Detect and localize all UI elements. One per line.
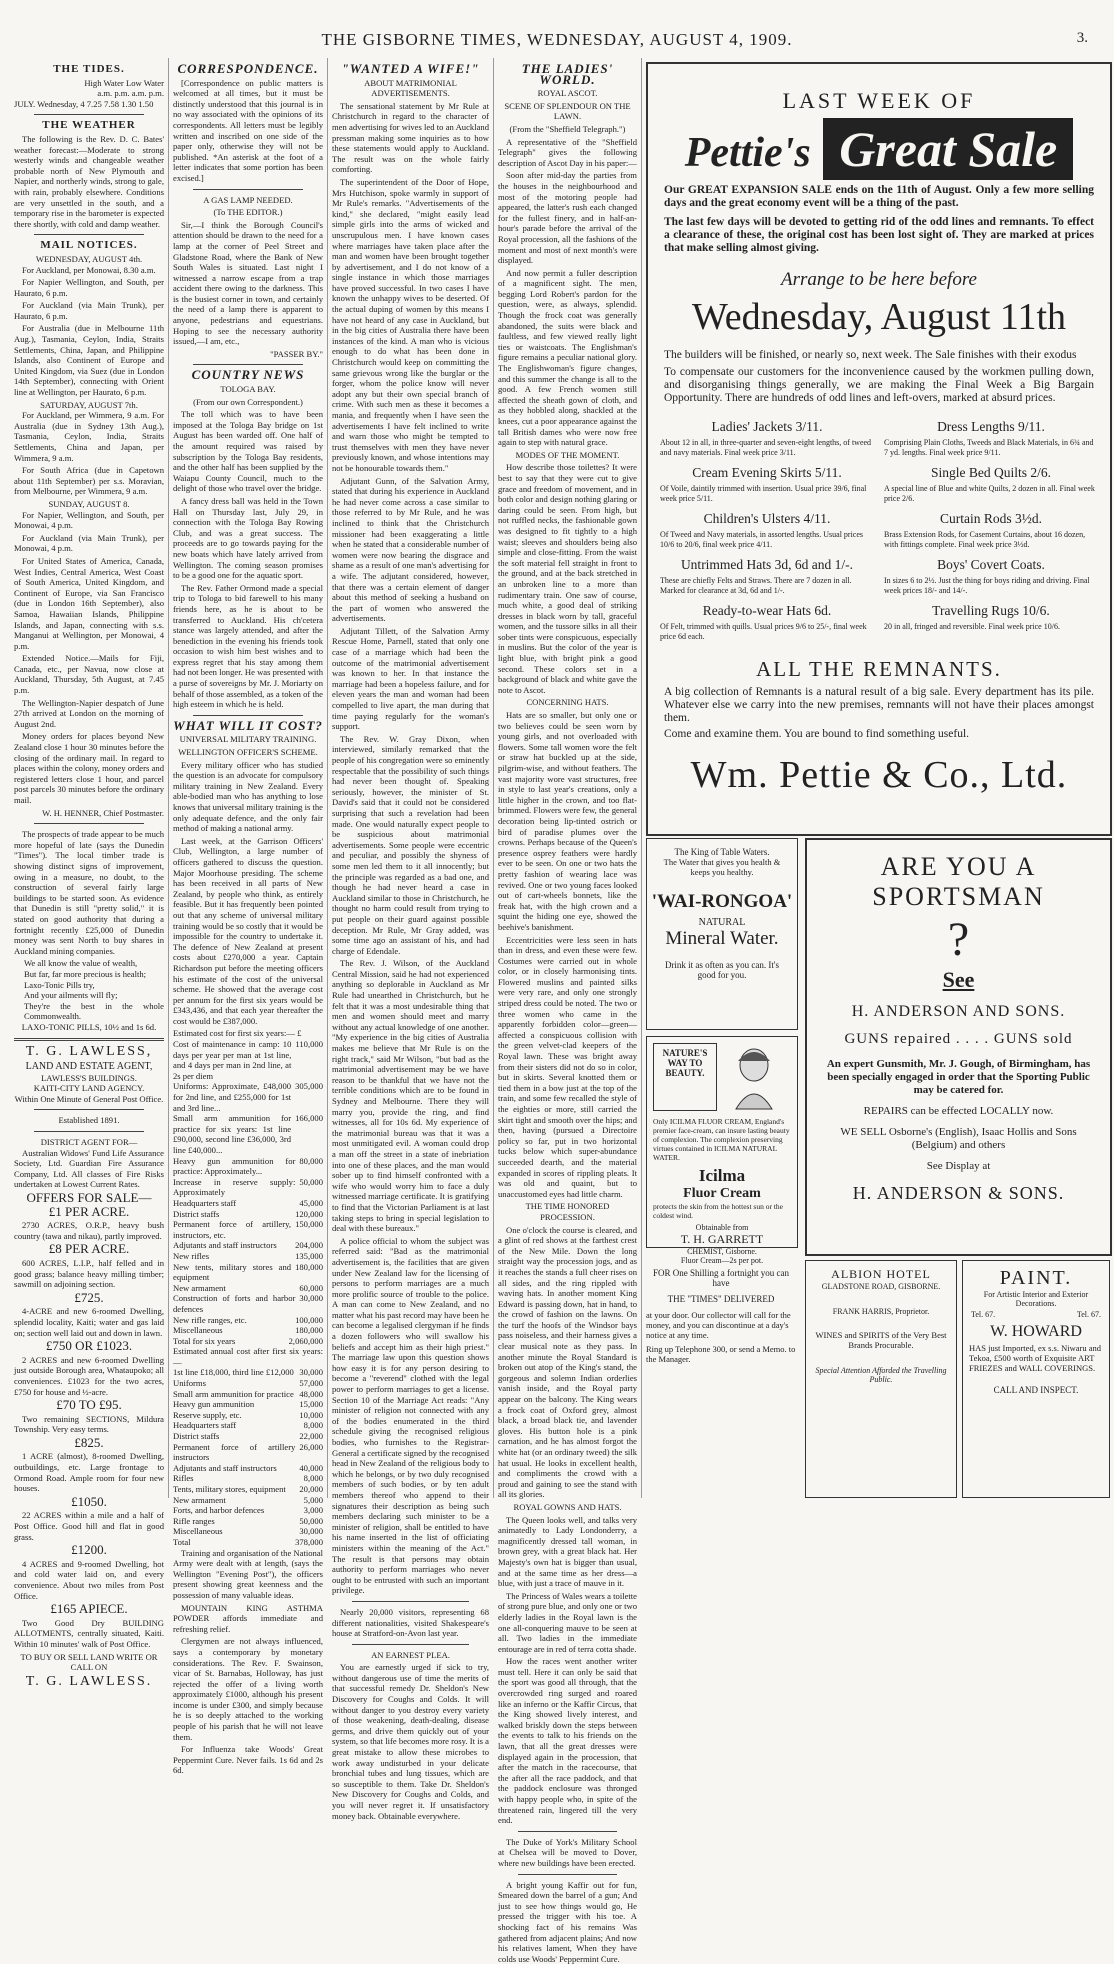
ad-line: The King of Table Waters. (674, 847, 770, 857)
article-text: A representative of the "Sheffield Telegraph" gives the following description of Ascot Day in his paper:— (498, 136, 637, 168)
poem-line: We all know the value of wealth, (24, 958, 138, 969)
cost-row: New tents, military stores and equipment 180,000 (173, 1261, 323, 1283)
mail-item: For United States of America, Canada, West Indies, Central America, West Coast of South America, United Kingdom, and Continent of Europe, via San Francisco (due in London 16th September), also Samoa, Hawaiian Islands, Philippine Islands, and Japan, connecting with s.s. Manganui at Wellington, per Monowai, 4 p.m. (14, 555, 164, 651)
sale-items-left (660, 411, 874, 641)
property-text: 2730 ACRES, O.R.P., heavy bush country (tawa and nikau), partly improved. (14, 1220, 164, 1241)
price-label: £1050. (71, 1493, 107, 1509)
sport-text: WE SELL Osborne's (English), Isaac Hollis and Sons (Belgium) and others (840, 1126, 1077, 1151)
property-text: 22 ACRES within a mile and a half of Post Office. Good hill and flat in good grass. (14, 1510, 164, 1542)
price-label: £70 TO £95. (56, 1397, 122, 1413)
correspondence-note: [Correspondence on public matters is welcomed at all times, but it must be distinctly understood that this journal is in no way associated with the opinions of its correspondents. All letters must be legibly written and inscribed on one side of the paper only, otherwise they will not be published. *An asterisk at the foot of a letter indicates that some portion has been excised.] (173, 77, 323, 183)
cost-row: Heavy gun ammunition for practice: Approximately... 80,000 (173, 1155, 323, 1177)
sportsman-ad (805, 838, 1112, 1256)
tides-row: a.m. p.m. a.m. p.m. (97, 88, 164, 99)
lawless-established: Established 1891. (58, 1115, 120, 1126)
sale-item-text: About 12 in all, in three-quarter and seven-eight lengths, of tweed and navy materials. Final week price 3/11. (660, 438, 872, 457)
article-text: One o'clock the course is cleared, and a glint of red shows at the farthest crest of the New Mile. Down the long straight way the procession jogs, and as it reaches the stands a full cheer rises on all sides, and the ring rippled with waving hats. In another moment King Edward is passing down, hat in hand, to the crowd of fashion on the lawns. On the turf the hoofs of the Windsor bays pass noiseless, and their harness gives a clear musical note as they pass. In another minute the Royal Standard is broken out atop of the King's stand, the gorgeous and solemn Indian orderlies vanish inside, and the Royal party appear on the balcony. The King wears a frock coat of Oxford grey, almost black, a broad black tie, and lavender gloves. His button hole is a pink carnation, and he has almost forgot the white hat (or an ordinary tweed) the silk hat usual. He looks in excellent health, and compliments the crowd with a proud and gaining to see the stand with all its glories. (498, 1224, 637, 1500)
lawless-line: KAITI-CITY LAND AGENCY. (33, 1083, 145, 1094)
lawless-line: Within One Minute of General Post Office. (14, 1093, 164, 1104)
cost-total: Total for six years 2,060,000 (173, 1335, 323, 1346)
what-cost-heading: WHAT WILL IT COST? (173, 717, 323, 733)
correspondent-note: (From our own Correspondent.) (193, 396, 303, 407)
ad-line: The Water that gives you health & keeps you healthy. (663, 857, 781, 877)
sale-item-text: These are chiefly Felts and Straws. There are 7 dozen in all. Marked for clearance at 3d, 6d and 1/-. (660, 576, 852, 595)
sale-item-title: Dress Lengths 9/11. (937, 419, 1045, 434)
military-text: Last week, at the Garrison Officers' Club, Wellington, a large number of officers gathered to discuss the question. Major Moorhouse presiding. The scheme has been received in all parts of New Zealand, by people who think, as entirely feasible. But it has frequently been pointed out that any scheme of universal military training would be so costly that it would be impossible for the country to undertake it. The defence of New Zealand at present costs about £270,000 a year. Captain Richardson put before the meeting officers his estimate of the cost of the universal scheme. He showed that the average cost per annum for the first six years would be £343,436, and that each year thereafter the cost would be £387,000. (173, 835, 323, 1026)
price-label: £1200. (71, 1542, 107, 1558)
article-text: The Queen looks well, and talks very animatedly to Lady Londonderry, a magnificently dressed tall woman, in brown grey, with a great black hat. Her Majesty's own hat is bigger than usual, and at the same time as her dress—a blue, with just a trace of mauve in it. (498, 1514, 637, 1589)
matrimonial-heading: ABOUT MATRIMONIAL ADVERTISEMENTS. (364, 77, 457, 99)
tolaga-heading: TOLOGA BAY. (220, 384, 276, 395)
article-text: The superintendent of the Door of Hope, Mrs Hutchison, spoke warmly in support of Mr Rule's remarks. "Advertisements of the kind," she declared, "might easily lead simple girls into the arms of wicked and unscrupulous men. I have known cases where marriages have taken place after the man and women have been brought together by advertisement, and I do not know of a single instance in which those marriages have proved successful. In two cases I have known the unhappy wives to be deserted. Of the actual duping of women by this means I have not heard of any case in Auckland, but in the big cities of Australia there have been instances of the kind. A man who is vicious enough to do what has been done in Christchurch would keep on committing the same grievous wrong like the burglar or the forger, whom the police know will never adopt any but their own special branch of crime. With such men as these it becomes a mania, and frequently when I have seen the advertisements I have felt inclined to write and warn those who might be tempted to trust themselves with men they have never previously known, and whose intentions may not be honourable towards them." (332, 176, 489, 473)
property-text: 4-ACRE and new 6-roomed Dwelling, splendid locality, Kaiti; water and gas laid on; section well laid out and down in lawn. (14, 1306, 164, 1338)
mail-item: For Auckland, per Wimmera, 9 a.m. For Australia (due in Sydney 13th Aug.), Tasmania, Ceylon, India, Straits Settlements, China and Japan, per Wimmera, 9 a.m. (14, 410, 164, 463)
military-text: Every military officer who has studied the question is an advocate for compulsory military training in New Zealand. Every able-bodied man who has anything to lose knows that universal military training is the only adequate defence, and the only fair method of making a national army. (173, 759, 323, 834)
sale-item-title: Boys' Covert Coats. (937, 557, 1045, 572)
pettie-sale-ad (646, 62, 1112, 836)
sale-item-title: Travelling Rugs 10/6. (932, 603, 1050, 618)
price-label: £725. (74, 1289, 104, 1305)
tolaga-text: The toll which was to have been imposed at the Tologa Bay bridge on 1st August has been warded off. One half of the amount required was raised by subscription by the Tologa Bay residents, and the other half has been supplied by the Waiapu County Council, much to the delight of those who travel over the bridge. (173, 409, 323, 494)
ladies-world-heading: THE LADIES' WORLD. (521, 61, 614, 87)
ad-line: Special Attention Afforded the Travelling Public. (815, 1366, 947, 1384)
cost-row: Miscellaneous 30,000 (173, 1526, 323, 1537)
procession-heading: THE TIME HONORED PROCESSION. (525, 1201, 610, 1222)
poem-line: LAXO-TONIC PILLS, 10½ and 1s 6d. (21, 1021, 157, 1032)
poem-line: Laxo-Tonic Pills try, (24, 979, 95, 990)
sale-item-text: 20 in all, fringed and reversible. Final week price 10/6. (884, 622, 1060, 631)
weather-text: The following is the Rev. D. C. Bates' weather forecast:—Moderate to strong westerly winds and changeable weather probable north of New Plymouth and Napier, and northerly winds, strong to gale, with rain, probably elsewhere. Conditions are very unsettled in the south, and a temporary rise in the barometer is expected there shortly, with cold and damp weather. (14, 133, 164, 229)
sport-text: An expert Gunsmith, Mr. J. Gough, of Birmingham, has been specially engaged in order that the Sporting Public may be catered for. (826, 1058, 1091, 1096)
cost-row: New rifle ranges, etc. 100,000 (173, 1314, 323, 1325)
icilma-text: Only ICILMA FLUOR CREAM, England's premier face-cream, can insure lasting beauty of complexion. The complexion preserving virtues contained in ICILMA NATURAL WATER. (653, 1117, 790, 1162)
ad-line: Obtainable from (695, 1223, 749, 1232)
ad-line: Fluor Cream—2s per pot. (680, 1256, 764, 1265)
article-text: Adjutant Tillett, of the Salvation Army Rescue Home, Parnell, stated that only one case of a marriage which had been the outcome of the matrimonial advertisement was known to her. In that instance the marriage had been a hopeless failure, and for eleven years the man and woman had been compelled to live apart, the man during that time paying regularly for the woman's support. (332, 625, 489, 732)
property-text: 600 ACRES, L.I.P., half felled and in good grass; balance heavy milling timber; sawmill on adjoining section. (14, 1257, 164, 1290)
poem-line: And your ailments will fly; (24, 990, 118, 1001)
column-1 (14, 60, 164, 1689)
ad-line: Ring up Telephone 300, or send a Memo. to the Manager. (646, 1344, 796, 1364)
property-text: 4 ACRES and 9-roomed Dwelling, hot and cold water laid on, and every convenience. About two miles from Post Office. (14, 1558, 164, 1601)
article-text: A police official to whom the subject was referred said: "Bad as the matrimonial advertisement is, the facilities that are given under New Zealand law for the licensing of persons to perform marriages are a much more prolific source of trouble to the police. A man can come to New Zealand, and no matter what his past record may have been he can become a legalised clergyman if he finds a dozen followers who will swallow his beliefs and accept him as their high priest." The marriage law upon this question shows how easy it is for any person desiring to become a "reverend" clothed with the legal power to perform marriages to get a license. Section 10 of the Marriage Act reads: "Any minister of religion not connected with any of the bodies enumerated in the third schedule giving the recognised religious bodies, who furnishes to the Registrar-General a certificate signed by the recognised head in New Zealand of the religious body to which he belongs, or by two duly recognised members of such bodies, or by ten adult members thereof who append to their signatures their description as being such members declaring such minister to be a minister of religion, shall be entitled to have his name inserted in the list of officiating ministers within the meaning of the Act." The result is that persons may obtain authority to perform marriages who never ought to be entrusted with such an important privilege. (332, 1235, 490, 1596)
sale-text: A big collection of Remnants is a natural result of a big sale. Every department has its pile. Whatever else we carry into the new premises, remnants will not have their places amongst them. (664, 686, 1094, 724)
icilma-text: protects the skin from the hottest sun or the coldest wind. (653, 1202, 783, 1220)
cost-row: Adjutants and staff instructors 204,000 (173, 1240, 323, 1251)
influenza-ad: For Influenza take Woods' Great Peppermint Cure. Never fails. 1s 6d and 2s 6d. (173, 1744, 323, 1776)
article-text: Adjutant Gunn, of the Salvation Army, stated that during his experience in Auckland he had never come across a case similar to those referred to by Mr Rule, and he was inclined to think that the Christchurch missioner had been exaggerating a little when he stated that a considerable number of women were now bearing the disgrace and shame as a result of one man's advertising for a wife. The adjutant considered, however, that there was a certain element of danger about this method of seeking a husband on the part of women who answered the advertisements. (332, 475, 489, 624)
correspondence-heading: CORRESPONDENCE. (177, 61, 319, 76)
icilma-ad (646, 1036, 798, 1265)
last-week-heading: LAST WEEK OF (782, 88, 976, 113)
wanted-wife-heading: "WANTED A WIFE!" (341, 61, 480, 76)
cost-row: Forts, and harbor defences 3,000 (173, 1505, 323, 1516)
sale-item-title: Curtain Rods 3½d. (939, 511, 1042, 526)
ad-line: FRANK HARRIS, Proprietor. (832, 1307, 930, 1316)
cost-table-heading: Estimated annual cost after first six years:— (173, 1346, 323, 1367)
cost-row: District staffs 22,000 (173, 1431, 323, 1442)
mail-item: For Australia (due in Melbourne 11th Aug.), Tasmania, Ceylon, India, Straits Settlements, China, Japan, and Philippine Islands, also Continent of Europe and United Kingdom, via Suez (due in London 14th September), connecting with Orient line at Wellington, per Haurato, 6 p.m. (14, 323, 164, 398)
cost-row: Headquarters staff 8,000 (173, 1420, 323, 1431)
lawless-cta: TO BUY OR SELL LAND WRITE OR CALL ON (20, 1651, 158, 1673)
mail-item: Extended Notice.—Mails for Fiji, Canada, etc., per Navua, now close at Auckland, Thursday, 5th August, at 7.45 p.m. (14, 653, 164, 696)
price-label: £8 PER ACRE. (48, 1241, 130, 1257)
mail-item: Money orders for places beyond New Zealand close 1 hour 30 minutes before the closing of the ordinary mail. In regard to places within the colony, money orders and registered letters close 1 hour, and parcel post parcels 30 minutes before the ordinary mail. (14, 731, 164, 805)
ad-line: Mineral Water. (665, 928, 779, 949)
sale-text: The builders will be finished, or nearly so, next week. The Sale finishes with their exodus (664, 349, 1077, 361)
article-text: How describe those toilettes? It were best to say that they were cut to give grace and freedom of movement, and in both color and design nothing glaring or daring could be seen. From high, but not ruffled necks, the fashionable gown was designed to fit tightly to a high waist; sleeves and shoulders being also simple and close-fitting. From the waist the soft material fell straight in front to the ground, and at the back stretched in an unbroken line to a more than rudimentary train. One saw of course, much white, a good deal of striking dresses in black worn by tall, graceful women, and the tussore silks in all their sober tints were conspicuous, especially in muslins. But the color of the year is light blue, with bright pink a good second. These colors set in a background of black and white gave the note to Ascot. (498, 462, 637, 695)
sale-item-title: Single Bed Quilts 2/6. (930, 465, 1051, 480)
sale-item-text: Brass Extension Rods, for Casement Curtains, about 16 dozen, with fittings complete. Final week price 3½d. (884, 530, 1086, 549)
anderson-name: H. ANDERSON & SONS. (852, 1183, 1065, 1203)
country-news-heading: COUNTRY NEWS (191, 367, 305, 383)
tides-heading: THE TIDES. (53, 63, 125, 75)
sport-text: REPAIRS can be effected LOCALLY now. (863, 1105, 1054, 1117)
paint-ad (962, 1260, 1110, 1498)
mail-date: WEDNESDAY, AUGUST 4th. (35, 253, 143, 264)
chemist-name: T. H. GARRETT (680, 1232, 764, 1246)
mail-date: SUNDAY, AUGUST 8. (48, 498, 130, 509)
masthead-title: THE GISBORNE TIMES, WEDNESDAY, AUGUST 4, 1909. (321, 30, 793, 49)
cost-row: District staffs 120,000 (173, 1208, 323, 1219)
mail-item: For Napier, Wellington, and South, per Monowai, 4 p.m. (14, 509, 164, 531)
column-rule (327, 58, 328, 1498)
poem-line: But far, far more precious is health; (24, 968, 147, 979)
price-label: £825. (74, 1434, 104, 1450)
sale-item-title: Untrimmed Hats 3d, 6d and 1/-. (680, 557, 854, 572)
article-text: The sensational statement by Mr Rule at Christchurch in regard to the character of men advertising for wives led to an Auckland pressman making some inquiries as to how these statements would apply to Auckland. The result was on the whole fairly comforting. (332, 100, 489, 175)
sale-text: Our GREAT EXPANSION SALE ends on the 11th of August. Only a few more selling days and the great economy event will be a thing of the past. (664, 184, 1094, 209)
column-3 (332, 60, 490, 1821)
mail-item: For Auckland (via Main Trunk), per Haurato, 6 p.m. (14, 300, 164, 321)
cost-row: Permanent force of artillery instructors 26,000 (173, 1441, 323, 1463)
dunedin-article: The prospects of trade appear to be much more hopeful of late (says the Dunedin "Times"). The local timber trade is showing distinct signs of improvement, owing in a measure, no doubt, to the construction of several fairly large buildings to be started soon. As evidence that Dunedin is still "pretty solid," it is stated on good authority that during a fortnight recently £25,000 of Dunedin money was sent North to buy shares in Auckland mining companies. (14, 829, 164, 956)
cost-table (173, 1039, 323, 1336)
see-heading: See (942, 967, 975, 992)
howard-name: W. HOWARD (990, 1323, 1082, 1340)
source-note: (From the "Sheffield Telegraph.") (509, 123, 626, 134)
cost-row: Heavy gun ammunition 15,000 (173, 1399, 323, 1410)
offers-heading: OFFERS FOR SALE— (26, 1190, 152, 1205)
cost-table (173, 1367, 323, 1537)
property-text: 1 ACRE (almost), 8-roomed Dwelling, outbuildings, etc. Large frontage to Ormond Road. Ample room for four new houses. (14, 1451, 164, 1494)
cost-row: 1st line £18,000, third line £12,000 30,000 (173, 1367, 323, 1378)
cost-total: Total 378,000 (173, 1536, 323, 1547)
asthma-ad: MOUNTAIN KING ASTHMA POWDER affords immediate and refreshing relief. (173, 1602, 323, 1634)
ad-line: HAS just Imported, ex s.s. Niwaru and Tekoa, £500 worth of Exquisite ART FRIEZES and WALL COVERINGS. (969, 1343, 1101, 1373)
weather-heading: THE WEATHER (42, 119, 136, 132)
tolaga-text: The Rev. Father Ormond made a special trip to Tologa to bid farewell to his many friends here, as he is about to be transferred to Auckland. His ch'cetera stance was largely attended, and after the benediction in the evening his friends took occasion to wish him best wishes and to express regret that his stay among them had not been longer. He was presented with a purse of sovereigns by Mr. J. Moriarty on behalf of those assembled, as a token of the high esteem in which he is held. (173, 582, 323, 710)
mail-item: For South Africa (due in Capetown about 11th September) per s.s. Moravian, from Melbourne, per Wimmera, 9 a.m. (14, 465, 164, 497)
column-rule (168, 58, 169, 1498)
sale-item-text: A special line of Blue and white Quilts, 2 dozen in all. Final week price 2/6. (884, 484, 1095, 503)
sale-item-text: Of Felt, trimmed with quills. Usual prices 9/6 to 25/-, final week price 6d each. (660, 622, 867, 641)
gas-lamp-to: (To THE EDITOR.) (213, 207, 283, 218)
sale-item-title: Ladies' Jackets 3/11. (711, 419, 823, 434)
gas-lamp-heading: A GAS LAMP NEEDED. (203, 194, 293, 205)
lawless-agent: DISTRICT AGENT FOR— (40, 1137, 138, 1148)
price-label: £165 APIECE. (50, 1601, 128, 1617)
price-label: £1 PER ACRE. (48, 1203, 130, 1219)
albion-heading: ALBION HOTEL (831, 1267, 931, 1281)
ad-line: NATURAL (698, 917, 746, 928)
lawless-agent-text: Australian Widows' Fund Life Assurance Society, Ltd. Guardian Fire Assurance Company, Ltd. All classes of Fire Risks undertaken at Lowest Current Rates. (14, 1147, 164, 1190)
gowns-heading: ROYAL GOWNS AND HATS. (513, 1501, 622, 1512)
cost-row: Construction of forts and harbor defences 30,000 (173, 1293, 323, 1314)
times-delivery-ad (646, 1260, 796, 1500)
property-text: 2 ACRES and new 6-roomed Dwelling just outside Borough area, Whataupoko; all conveniences. £1023 for the two acres, £750 for house and ½-acre. (14, 1354, 164, 1397)
modes-heading: MODES OF THE MOMENT. (515, 449, 620, 460)
property-text: Two remaining SECTIONS, Mildura Township. Very easy terms. (14, 1413, 164, 1435)
lawless-line: LAWLESS'S BUILDINGS. (41, 1072, 137, 1083)
cost-row: Adjutants and staff instructors 40,000 (173, 1462, 323, 1473)
sale-text: Come and examine them. You are bound to find something useful. (664, 728, 970, 740)
hats-heading: CONCERNING HATS. (526, 697, 609, 708)
portrait-image (717, 1043, 791, 1111)
remnants-heading: ALL THE REMNANTS. (756, 657, 1002, 681)
sale-items (648, 405, 1110, 647)
military-text: Training and organisation of the National Army were dealt with at length, (says the Wellington "Evening Post"), the officers present showing great keenness and the possession of many valuable ideas. (173, 1547, 324, 1600)
lawless-subheading: LAND AND ESTATE AGENT, (25, 1061, 153, 1073)
cost-row: Reserve supply, etc. 10,000 (173, 1409, 323, 1420)
property-text: Two Good Dry BUILDING ALLOTMENTS, centrally situated, Kaiti. Within 10 minutes' walk of Post Office. (14, 1617, 164, 1649)
article-text: Soon after mid-day the parties from the houses in the neighbourhood and most of the motoring people had appeared, the latter's rush each changed for the fullest finery, and in half-an-hour's parade before the arrival of the Royal procession, all the fashions of the moment and most of next month's were displayed. (498, 170, 637, 266)
ad-line: CHEMIST, Gisborne. (687, 1247, 757, 1256)
scheme-heading: WELLINGTON OFFICER'S SCHEME. (178, 747, 318, 758)
price-label: £750 OR £1023. (45, 1338, 133, 1354)
article-text: The Princess of Wales wears a toilette of strong pure blue, and only one or two elderly ladies in the Royal lawn is the one all-conquering mauve to be seen at all. Two ladies in the immediate entourage are in red of terra cotta shade. (498, 1590, 637, 1654)
sale-text: The last few days will be devoted to getting rid of the odd lines and remnants. To effect a clearance of these, the original cost has been lost sight of. They are marked at prices that make selling almost giving. (664, 216, 1094, 254)
ad-line: WINES and SPIRITS of the Very Best Brands Procurable. (815, 1330, 947, 1350)
wai-rongoa-name: 'WAI-RONGOA' (651, 891, 793, 912)
sale-item-text: Of Tweed and Navy materials, in assorted lengths. Usual prices 10/6 to 20/6, final week price 4/11. (660, 530, 864, 549)
cost-row: Uniforms 57,000 (173, 1378, 323, 1389)
shakespeare-text: Nearly 20,000 visitors, representing 68 different nationalities, visited Shakespeare's house at Stratford-on-Avon last year. (332, 1606, 489, 1639)
mail-item: For Napier Wellington, and South, per Haurato, 6 p.m. (14, 277, 164, 298)
ad-line: Drink it as often as you can. It's good for you. (664, 960, 780, 980)
anderson-name: H. ANDERSON AND SONS. (851, 1003, 1066, 1020)
cost-row: New rifles 135,000 (173, 1250, 323, 1261)
cost-row: Increase in reserve supply: Approximately 50,000 (173, 1176, 323, 1198)
article-text: The Duke of York's Military School at Chelsea will be moved to Dover, where new buildings have been erected. (498, 1836, 637, 1868)
sale-item-title: Cream Evening Skirts 5/11. (692, 465, 842, 480)
ad-line: CALL AND INSPECT. (993, 1385, 1079, 1395)
masthead (0, 30, 1114, 52)
ascot-heading: ROYAL ASCOT. (537, 88, 598, 99)
article-text: Eccentricities were less seen in hats than in dress, and even these were few. Costumes were carried out in whole color, or in closely harmonising tints. Flowered muslins and painted silks were very rare, and only one strongly striped dress could be noted. The two or three women who came in the apparently forbidden color—green—affected a conspicuous collision with the green velvet-clad keepers of the Royal lawn. These was bright away from their sisters did not do so in color, but in skirts. Several knotted them or tied them in a bow just at the top of the train, and some few recalled the style of the eighties or more, still carried the skirt tight and smooth over the hips; and then, having (pursued a Directoire policy so far, put in two horizontal tucks below which super-abundance succeeded dearth, and the material expanded in scores of rippling pleats. It was old and quaint, but to unaccustomed eyes had little charm. (498, 934, 637, 1199)
page-number: 3. (1076, 30, 1088, 46)
cost-row: Uniforms: Approximate, £48,000 for 2nd line, and £255,000 for 1st and 3rd line... 305,000 (173, 1081, 323, 1113)
article-text: And now permit a fuller description of a magnificent sight. The men, begging Lord Robert's pardon for the question, were, as always, splendid. Though the frock coat was generally abandoned, the suits were black and faultless, and few viewed really light ties or waistcoats. The Englishman's figure remains a peculiar national glory. The Englishwoman's figure changes, and this summer the change is all to the good. A few French women still affected the sheath gown of cloth, and as they hobbled along, shackled at the knees, cut a poor appearance against the tall British dames who were now free again to step with natural grace. (498, 267, 637, 448)
icilma-product: Fluor Cream (683, 1186, 761, 1201)
sportsman-heading: ARE YOU A SPORTSMAN (872, 852, 1045, 911)
cost-row: Tents, military stores, equipment 20,000 (173, 1484, 323, 1494)
poem-line: They're the best in the whole Commonwealth. (24, 1000, 164, 1022)
column-4 (498, 60, 637, 1964)
great-sale-heading: Pettie's Great Sale (648, 118, 1110, 180)
sport-text: See Display at (926, 1160, 991, 1172)
article-text: The Rev. W. Gray Dixon, when interviewed, similarly remarked that the people of his congregation were so eminently respectable that the possibility of such things had never been thought of. Speaking seriously, however, the minister of St. David's said that it could not be considered surprising that such a revelation had been made. One would naturally expect people to be suspicious about matrimonial advertisements. Some people were eccentric and peculiar, and possibly the shyness of some men led them to it all innocently; but the principle was regarded as a bad one, and though he had never heard a case in Auckland similar to those in Christchurch, he thought no harm could result from trying to put people on their guard against possible deception. Mr Rule, Mr Gray added, was some time ago an assistant of his, and had charge of Edendale. (332, 733, 489, 956)
pettie-firm-name: Wm. Pettie & Co., Ltd. (690, 754, 1068, 796)
mail-item: The Wellington-Napier despatch of June 27th arrived at London on the morning of August 2nd. (14, 697, 164, 729)
mail-item: For Auckland (via Main Trunk), per Monowai, 4 p.m. (14, 532, 164, 554)
column-rule (493, 58, 494, 1498)
cost-table-heading: Estimated cost for first six years:— £ (173, 1028, 302, 1039)
article-text: Hats are so smaller, but only one or two believes could be seen worn by young girls, and not overloaded with flowers. Some tall women wore the felt or straw hat buckled up at the side, pilgrim-wise, and without feathers. The vast majority wore vast structures, free in style to last year's creations, only a little higher in the crown, and too flat-brimmed. Flowers were few, the general decoration being lip-tinted ostrich or bird of paradise plumes over the crowns. Perhaps because of the Queen's presence osprey feathers were hardly ever to be seen. On one or two hats the pretty fashion of wearing lace was revived. One or two young faces looked out of cart-wheels bonnets, like the freak hat, with the high crown and a squint the hiding one eye, showed the beehive's banishment. (498, 710, 637, 932)
lawless-footer: T. G. LAWLESS. (25, 1673, 153, 1689)
scene-heading: SCENE OF SPLENDOUR ON THE LAWN. (504, 100, 631, 122)
sale-text: To compensate our customers for the inconvenience caused by the workmen pulling down, and disorganising things generally, we are making the Final Week a Big Bargain Opportunity. There are hundreds of odd lines and left-overs, marked at absurd prices. (664, 366, 1094, 404)
mail-date: SATURDAY, AUGUST 7th. (40, 399, 138, 410)
article-text: How the races went another writer must tell. Here it can only be said that the sport was good all through, that the overcrowded ring surged and roared like an inferno or the Kaffir Circus, that the King showed lively interest, and walked briskly down the steps between the events to talk to his friends on the lawn, that all the great dresses were displayed again in the procession, that after the match in the racecourse, that the after all the race paddock, and that the paddock enclosure was thronged with happy people who, in spite of the threatened rain, lingered till the very end. (498, 1656, 637, 1826)
nature-box: NATURE'S WAY TO BEAUTY. (653, 1043, 717, 1111)
mail-signature: W. H. HENNER, Chief Postmaster. (42, 807, 164, 818)
article-text: The Rev. J. Wilson, of the Auckland Central Mission, said he had not experienced anything so deplorable in Auckland as Mr Rule had unearthed in Christchurch, but he felt that it was a most undesirable thing that men and women should meet and marry without any actual knowledge of one another. "My experience in the big cities of Australia makes me believe that Mr Rule is on the right track," said Mr Wilson, "but bad as the matrimonial advertisement may be we have reason to be thankful that we have not the terrible conditions which are to be found in Sydney and Melbourne. There they will marry you, provide the ring, and find witnesses, all for 10s 6d. My experience of the matrimonial bureau was that it was a most unmitigated evil. A woman could drop a man off the street in a state of inebriation into one of these places, and the man would sober up to find himself confronted with a wife who would worry him to face a duly witnessed marriage certificate. It is gratifying to find that the Victorian Parliament is at last taking steps to bring in special legislation to deal with these bureaux." (332, 958, 489, 1234)
cost-row: Rifles 8,000 (173, 1473, 323, 1484)
ad-line: For Artistic Interior and Exterior Decorations. (983, 1290, 1089, 1308)
mail-item: For Auckland, per Monowai, 8.30 a.m. (22, 264, 156, 275)
tides-row: JULY. Wednesday, 4 7.25 7.58 1.30 1.50 (14, 98, 154, 109)
gas-lamp-text: Sir,—I think the Borough Council's attention should be drawn to the need for a lamp at the corner of Peel Street and Gladstone Road, where the Bank of New South Wales is situated. Last night I witnessed a narrow escape from a trap accident there owing to the darkness. This is the busiest corner in town, and certainly the need of a lamp there is apparent to anyone, pedestrians and equestrians. Hoping to see the necessary authority issued,—I am, etc., (173, 219, 323, 347)
cost-row: Miscellaneous 180,000 (173, 1325, 323, 1336)
guns-line: GUNS repaired . . . . GUNS sold (844, 1031, 1073, 1047)
question-mark: ? (947, 913, 970, 966)
sale-items-right (884, 411, 1098, 641)
column-2 (173, 60, 324, 1776)
sale-item-text: In sizes 6 to 2½. Just the thing for boys riding and driving. Final week prices 18/- and 14/-. (884, 576, 1090, 595)
cost-row: Small arm ammunition for practice 48,000 (173, 1388, 323, 1399)
plea-heading: AN EARNEST PLEA. (371, 1649, 450, 1660)
cost-row: Small arm ammunition for practice for six years: 1st line £90,000, second line £36,000, 3rd line £40,000... 166,000 (173, 1113, 323, 1155)
column-rule (641, 58, 642, 1498)
tolaga-text: A fancy dress ball was held in the Town Hall on Thursday last, July 29, in connection with the Tologa Bay Rowing Club, and was a great success. The proceeds are to go towards paying for the new boats which have lately arrived from Wellington. The coming season promises to be a good one for the aquatic sport. (173, 495, 323, 581)
phone-row: Tel. 67. Tel. 67. (971, 1310, 1101, 1319)
article-text: A bright young Kaffir out for fun, Smeared down the barrel of a gun; And just to see how things would go, He pressed the trigger with his toe. A shocking fact of his remains Was gathered from adjacent plains; And now his relatives lament, When they have colds use Woods' Peppermint Cure. (498, 1879, 637, 1964)
paint-heading: PAINT. (999, 1267, 1073, 1289)
mail-heading: MAIL NOTICES. (40, 239, 138, 252)
plea-text: You are earnestly urged if sick to try, without dangerous use of time the merits of that successful remedy Dr. Sheldon's New Discovery for Coughs and Colds. It will without danger to you destroy every variety of those weakening, death-dealing, disease germs, and drive them quickly out of your system, so that life becomes more rosy. It is a great mistake to allow these microbes to work away undisturbed in your delicate bronchial tubes and lung tissues, which are so susceptible to them. Take Dr. Sheldon's New Discovery for Coughs and Colds, and you will never regret it. If unsatisfactory money back. Obtainable everywhere. (332, 1662, 489, 1821)
sale-item-title: Children's Ulsters 4/11. (703, 511, 831, 526)
military-heading: UNIVERSAL MILITARY TRAINING. (179, 734, 317, 745)
icilma-name: Icilma (698, 1166, 746, 1185)
tides-row: High Water Low Water (84, 77, 164, 88)
cost-row: New armament 60,000 (173, 1282, 323, 1293)
ad-line: GLADSTONE ROAD, GISBORNE. (821, 1282, 941, 1291)
cost-row: Headquarters staff 45,000 (173, 1197, 323, 1208)
sale-item-title: Ready-to-wear Hats 6d. (702, 603, 832, 618)
albion-hotel-ad (805, 1260, 957, 1498)
gas-lamp-signature: "PASSER BY." (270, 348, 323, 359)
cost-row: Rifle ranges 50,000 (173, 1515, 323, 1526)
lawless-heading: T. G. LAWLESS, (25, 1044, 153, 1060)
sale-item-text: Of Voile, daintily trimmed with insertion. Usual price 39/6, final week price 5/11. (660, 484, 867, 503)
ad-line: FOR One Shilling a fortnight you can have (653, 1268, 789, 1288)
sale-item-text: Comprising Plain Cloths, Tweeds and Black Materials, in 6¾ and 7 yd. lengths. Final week price 9/11. (884, 438, 1094, 457)
cost-row: Cost of maintenance in camp: 10 days per year per man at 1st line, and 4 days per man in 2nd line, at 2s per diem 110,000 (173, 1039, 323, 1081)
wai-rongoa-ad (646, 838, 798, 1030)
cost-row: Permanent force of artillery, instructors, etc. 150,000 (173, 1219, 323, 1240)
arrange-heading: Arrange to be here before (781, 269, 977, 290)
ad-line: at your door. Our collector will call for the money, and you can discontinue at a day's notice at any time. (646, 1310, 791, 1340)
wednesday-heading: Wednesday, August 11th (691, 296, 1067, 338)
clergy-text: Clergymen are not always influenced, says a contemporary by monetary considerations. The Rev. F. Swainson, vicar of St. Barnabas, Holloway, has just rejected the offer of a living worth approximately £1000, although his present income is under £300, and simply because he is so deeply attached to the working people of his parish that he will not leave them. (173, 1636, 323, 1742)
cost-row: New armament 5,000 (173, 1494, 323, 1505)
ad-line: THE "TIMES" DELIVERED (667, 1294, 775, 1304)
